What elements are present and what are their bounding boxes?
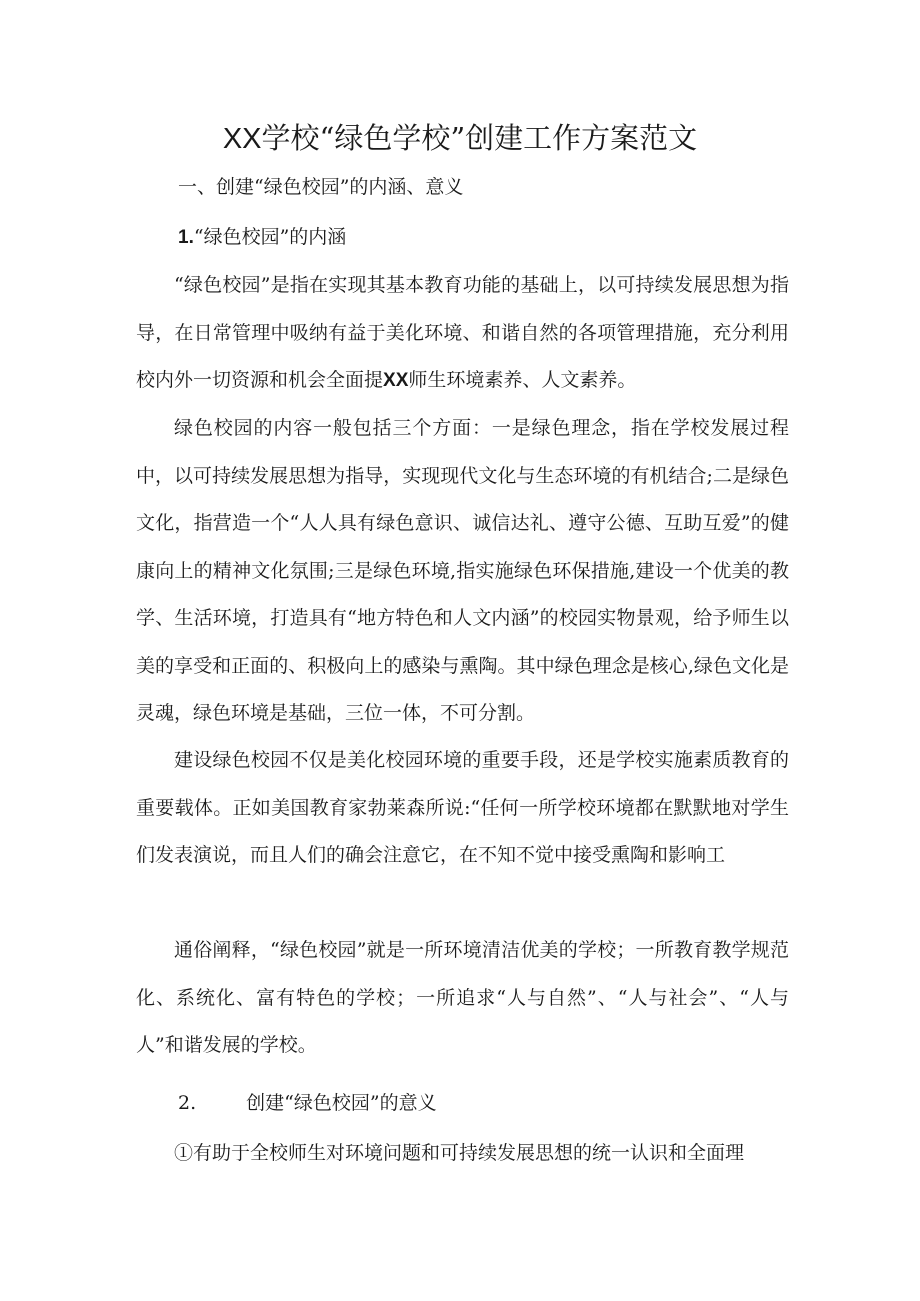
section-heading-1: 一、创建“绿色校园”的内涵、意义 (178, 176, 464, 198)
subsection-text-1: “绿色校园”的内涵 (193, 226, 347, 248)
subsection-heading-1 (178, 222, 346, 253)
subsection-number-2: 2. (178, 1092, 197, 1114)
paragraph-definition-part2: 师生环境素养、人文素养。 (408, 369, 637, 391)
paragraph-explanation: 通俗阐释，“绿色校园”就是一所环境清洁优美的学校；一所教育教学规范化、系统化、富有特色的学校；一所追求“人与自然”、“人与社会”、“人与人”和谐发展的学校。 (136, 939, 789, 1056)
subsection-heading-2 (178, 1088, 437, 1118)
paragraph-contents: 绿色校园的内容一般包括三个方面：一是绿色理念，指在学校发展过程中，以可持续发展思想为指导，实现现代文化与生态环境的有机结合;二是绿色文化，指营造一个“人人具有绿色意识、诚信达礼、遵守公德、互助互爱”的健康向上的精神文化氛围;三是绿色环境,指实施绿色环保措施,建设一个优美的教学、生活环境，打造具有“地方特色和人文内涵”的校园实物景观，给予师生以美的享受和正面的、积极向上的感染与熏陶。其中绿色理念是核心,绿色文化是灵魂，绿色环境是基础，三位一体，不可分割。 (136, 417, 789, 724)
paragraph-importance: 建设绿色校园不仅是美化校园环境的重要手段，还是学校实施素质教育的重要载体。正如美国教育家勃莱森所说:“任何一所学校环境都在默默地对学生们发表演说，而且人们的确会注意它，在不知不觉中接受熏陶和影响工 (136, 749, 789, 866)
document-title (0, 116, 920, 161)
title-prefix: XX (222, 123, 262, 155)
subsection-number-1: 1. (178, 227, 194, 248)
paragraph-significance-1: ①有助于全校师生对环境问题和可持续发展思想的统一认识和全面理 (174, 1142, 745, 1164)
paragraph-definition (136, 262, 789, 405)
title-text: 学校“绿色学校”创建工作方案范文 (261, 121, 698, 155)
paragraph-definition-part1: “绿色校园”是指在实现其基本教育功能的基础上，以可持续发展思想为指导，在日常管理中吸纳有益于美化环境、和谐自然的各项管理措施，充分利用校内外一切资源和机会全面提 (136, 274, 789, 391)
subsection-text-2: 创建“绿色校园”的意义 (246, 1092, 437, 1114)
paragraph-definition-bold: XX (383, 370, 409, 391)
